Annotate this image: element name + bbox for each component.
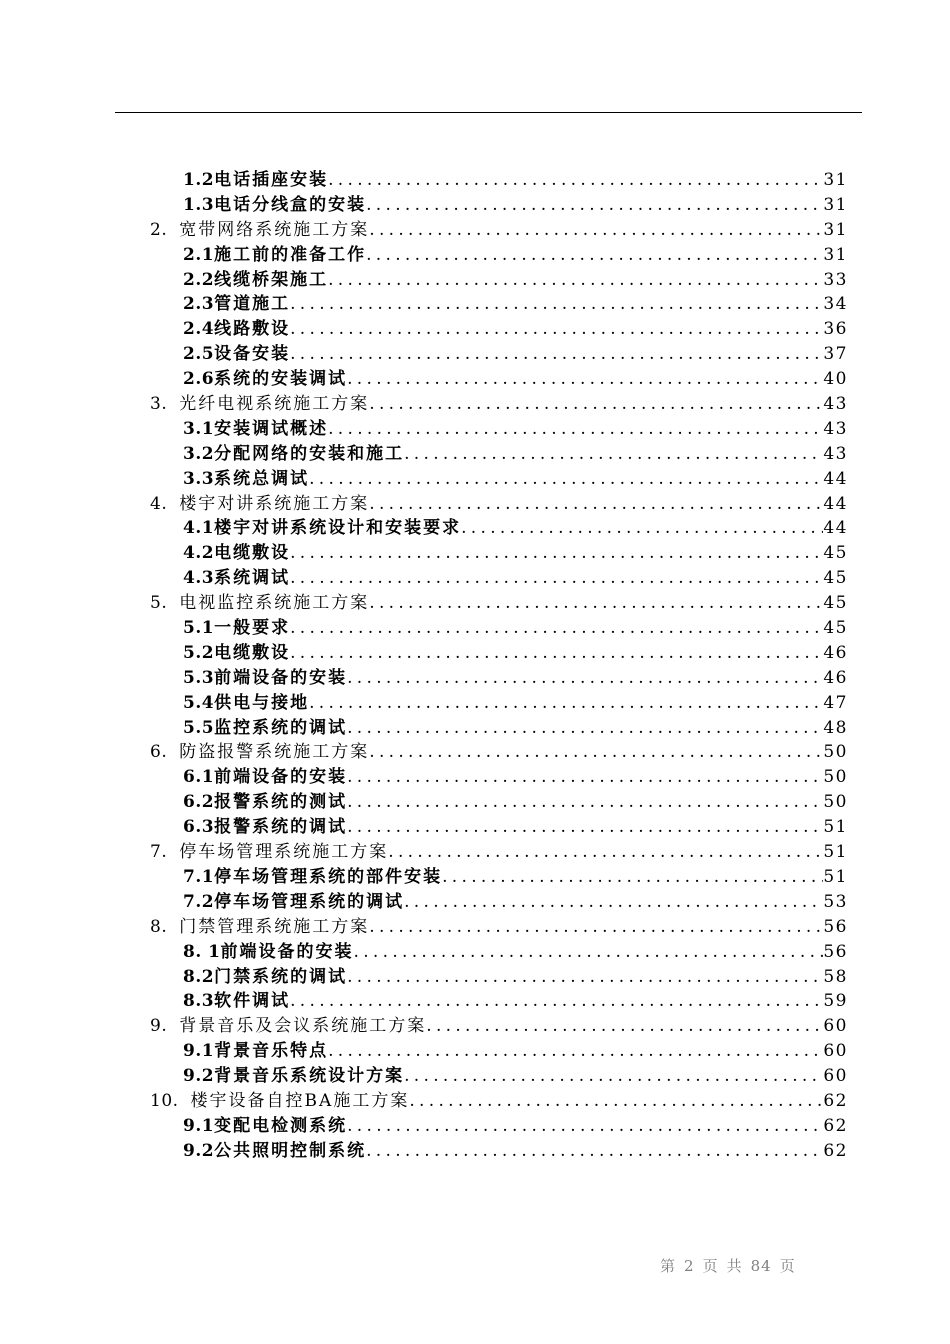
toc-entry-number: 9.2 [183,1140,215,1161]
toc-entry-page-number: 60 [823,1016,848,1037]
toc-entry-title: 系统的安装调试 [214,369,348,390]
toc-entry-title: 光纤电视系统施工方案 [179,394,370,415]
toc-entry-number: 6.3 [183,817,215,838]
toc-dot-leader [328,168,823,193]
toc-entry-number: 2. [150,219,168,240]
toc-section-entry[interactable] [148,815,848,840]
toc-section-entry[interactable] [148,641,848,666]
toc-dot-leader [369,740,823,765]
toc-entry-title: 楼宇对讲系统设计和安装要求 [214,518,462,539]
toc-entry-page-number: 51 [823,817,848,838]
toc-entry-title: 报警系统的调试 [214,817,348,838]
toc-entry-title: 电缆敷设 [214,642,291,663]
toc-entry-number: 9.1 [183,1115,215,1136]
toc-section-entry[interactable] [148,268,848,293]
toc-section-entry[interactable] [148,865,848,890]
toc-chapter-entry[interactable] [148,840,848,865]
toc-dot-leader [290,641,823,666]
toc-entry-title: 系统总调试 [214,468,310,489]
toc-section-entry[interactable] [148,890,848,915]
toc-dot-leader [404,1064,823,1089]
toc-dot-leader [388,840,823,865]
toc-entry-page-number: 31 [823,244,848,265]
toc-entry-number: 2.1 [183,244,215,265]
toc-entry-page-number: 43 [823,418,848,439]
toc-entry-title: 一般要求 [214,618,291,639]
toc-dot-leader [347,367,823,392]
toc-entry-title: 门禁管理系统施工方案 [179,916,370,937]
toc-entry-title: 宽带网络系统施工方案 [179,219,370,240]
toc-chapter-entry[interactable] [148,392,848,417]
toc-section-entry[interactable] [148,989,848,1014]
toc-dot-leader [290,989,823,1014]
toc-entry-page-number: 45 [823,543,848,564]
toc-section-entry[interactable] [148,541,848,566]
toc-section-entry[interactable] [148,965,848,990]
toc-dot-leader [369,591,823,616]
toc-dot-leader [347,765,823,790]
toc-entry-page-number: 43 [823,394,848,415]
toc-section-entry[interactable] [148,367,848,392]
toc-entry-page-number: 37 [823,344,848,365]
toc-dot-leader [328,268,823,293]
toc-dot-leader [290,342,823,367]
toc-chapter-entry[interactable] [148,740,848,765]
toc-entry-page-number: 59 [823,991,848,1012]
toc-entry-number: 8.2 [183,966,215,987]
toc-entry-number: 9. [150,1016,168,1037]
toc-section-entry[interactable] [148,716,848,741]
toc-section-entry[interactable] [148,666,848,691]
toc-entry-page-number: 47 [823,692,848,713]
toc-dot-leader [290,616,823,641]
toc-entry-page-number: 48 [823,717,848,738]
toc-entry-title: 电视监控系统施工方案 [179,593,370,614]
toc-entry-number: 4.3 [183,568,215,589]
toc-dot-leader [366,243,823,268]
toc-entry-title: 施工前的准备工作 [214,244,367,265]
toc-section-entry[interactable] [148,467,848,492]
toc-entry-page-number: 43 [823,443,848,464]
toc-entry-number: 2.2 [183,269,215,290]
footer-current-page: 2 [684,1257,695,1275]
toc-chapter-entry[interactable] [148,1014,848,1039]
toc-entry-number: 7.1 [183,866,215,887]
toc-entry-page-number: 46 [823,667,848,688]
toc-section-entry[interactable] [148,790,848,815]
toc-entry-number: 5.5 [183,717,215,738]
toc-entry-title: 线缆桥架施工 [214,269,329,290]
toc-entry-title: 系统调试 [214,568,291,589]
toc-entry-number: 1.2 [183,170,215,190]
footer-ye: 页 [702,1257,719,1275]
toc-entry-number: 4. [150,493,168,514]
toc-entry-page-number: 60 [823,1066,848,1087]
toc-entry-number: 4.2 [183,543,215,564]
toc-entry-page-number: 33 [823,269,848,290]
toc-entry-number: 7. [150,842,168,863]
toc-entry-page-number: 45 [823,593,848,614]
footer-ye-2: 页 [779,1257,796,1275]
toc-entry-page-number: 62 [823,1090,848,1111]
toc-entry-number: 2.4 [183,319,215,340]
toc-entry-page-number: 56 [823,941,848,962]
toc-entry-title: 报警系统的测试 [214,792,348,813]
toc-entry-title: 供电与接地 [214,692,310,713]
toc-dot-leader [290,541,823,566]
toc-entry-number: 5.2 [183,642,215,663]
toc-entry-title: 停车场管理系统的调试 [214,891,405,912]
toc-dot-leader [347,790,823,815]
toc-section-entry[interactable] [148,1064,848,1089]
toc-dot-leader [404,890,823,915]
toc-entry-number: 5.3 [183,667,215,688]
toc-entry-title: 背景音乐系统设计方案 [214,1066,405,1087]
toc-section-entry[interactable] [148,616,848,641]
toc-entry-page-number: 45 [823,568,848,589]
toc-entry-page-number: 62 [823,1140,848,1161]
toc-section-entry[interactable] [148,243,848,268]
toc-section-entry[interactable] [148,193,848,218]
toc-entry-title: 停车场管理系统的部件安装 [214,866,443,887]
toc-entry-title: 管道施工 [214,294,291,315]
toc-dot-leader [347,965,823,990]
toc-entry-number: 5.4 [183,692,215,713]
toc-entry-title: 电话插座安装 [214,170,329,190]
toc-entry-page-number: 50 [823,767,848,788]
toc-section-entry[interactable] [148,168,848,193]
toc-entry-title: 门禁系统的调试 [214,966,348,987]
toc-entry-number: 2.5 [183,344,215,365]
toc-dot-leader [461,516,823,541]
toc-entry-page-number: 40 [823,369,848,390]
toc-entry-number: 4.1 [183,518,215,539]
toc-dot-leader [309,467,823,492]
toc-entry-number: 3.2 [183,443,215,464]
toc-entry-title: 设备安装 [214,344,291,365]
toc-dot-leader [290,317,823,342]
toc-entry-page-number: 34 [823,294,848,315]
toc-section-entry[interactable] [148,940,848,965]
toc-entry-title: 前端设备的安装 [220,941,354,962]
toc-entry-number: 9.2 [183,1066,215,1087]
toc-dot-leader [354,940,824,965]
toc-dot-leader [366,1139,823,1164]
toc-entry-number: 1.3 [183,194,215,215]
toc-section-entry[interactable] [148,292,848,317]
toc-entry-number: 2.6 [183,369,215,390]
toc-entry-title: 防盗报警系统施工方案 [179,742,370,763]
toc-dot-leader [369,392,823,417]
toc-entry-page-number: 51 [823,866,848,887]
toc-entry-title: 停车场管理系统施工方案 [179,842,389,863]
toc-entry-number: 10. [150,1090,179,1111]
toc-section-entry[interactable] [148,765,848,790]
toc-chapter-entry[interactable] [148,915,848,940]
toc-entry-number: 8. [150,916,168,937]
toc-entry-number: 3. [150,394,168,415]
toc-chapter-entry[interactable] [148,218,848,243]
toc-section-entry[interactable] [148,1114,848,1139]
toc-dot-leader [442,865,823,890]
toc-entry-number: 6. [150,742,168,763]
toc-dot-leader [290,566,823,591]
toc-entry-title: 背景音乐及会议系统施工方案 [179,1016,427,1037]
toc-entry-number: 6.2 [183,792,215,813]
toc-entry-page-number: 44 [823,518,848,539]
toc-section-entry[interactable] [148,1039,848,1064]
toc-entry-number: 5. [150,593,168,614]
toc-entry-page-number: 31 [823,170,848,190]
toc-dot-leader [366,193,823,218]
page-footer [660,1255,804,1276]
toc-section-entry[interactable] [148,442,848,467]
toc-dot-leader [328,1039,823,1064]
toc-entry-page-number: 45 [823,618,848,639]
toc-dot-leader [347,716,823,741]
toc-entry-page-number: 31 [823,194,848,215]
toc-entry-page-number: 53 [823,891,848,912]
toc-dot-leader [309,691,823,716]
toc-section-entry[interactable] [148,566,848,591]
toc-entry-title: 楼宇设备自控BA施工方案 [190,1090,410,1111]
toc-entry-page-number: 56 [823,916,848,937]
toc-dot-leader [347,1114,823,1139]
toc-chapter-entry[interactable] [148,591,848,616]
toc-dot-leader [347,815,823,840]
toc-entry-number: 3.3 [183,468,215,489]
footer-di: 第 [660,1257,677,1275]
footer-gong: 共 [726,1257,743,1275]
toc-entry-number: 6.1 [183,767,215,788]
toc-entry-title: 分配网络的安装和施工 [214,443,405,464]
toc-section-entry[interactable] [148,417,848,442]
table-of-contents [148,168,848,1164]
toc-entry-number: 2.3 [183,294,215,315]
toc-section-entry[interactable] [148,516,848,541]
toc-entry-page-number: 44 [823,493,848,514]
toc-dot-leader [328,417,823,442]
toc-dot-leader [369,492,823,517]
toc-entry-page-number: 46 [823,642,848,663]
toc-entry-title: 软件调试 [214,991,291,1012]
toc-entry-title: 线路敷设 [214,319,291,340]
toc-chapter-entry[interactable] [148,492,848,517]
toc-entry-page-number: 50 [823,792,848,813]
toc-entry-title: 前端设备的安装 [214,767,348,788]
toc-entry-number: 3.1 [183,418,215,439]
toc-section-entry[interactable] [148,317,848,342]
toc-entry-number: 5.1 [183,618,215,639]
toc-entry-title: 监控系统的调试 [214,717,348,738]
toc-entry-title: 背景音乐特点 [214,1041,329,1062]
toc-entry-title: 安装调试概述 [214,418,329,439]
toc-entry-page-number: 36 [823,319,848,340]
toc-section-entry[interactable] [148,342,848,367]
toc-entry-title: 公共照明控制系统 [214,1140,367,1161]
toc-entry-title: 电话分线盒的安装 [214,194,367,215]
toc-entry-number: 7.2 [183,891,215,912]
toc-dot-leader [404,442,823,467]
toc-entry-page-number: 58 [823,966,848,987]
toc-entry-number: 8. 1 [183,941,221,962]
toc-dot-leader [290,292,823,317]
toc-dot-leader [347,666,823,691]
toc-entry-title: 电缆敷设 [214,543,291,564]
header-rule [115,112,862,113]
toc-dot-leader [369,915,823,940]
toc-entry-number: 8.3 [183,991,215,1012]
toc-entry-page-number: 60 [823,1041,848,1062]
toc-entry-page-number: 51 [823,842,848,863]
toc-entry-page-number: 50 [823,742,848,763]
toc-dot-leader [369,218,823,243]
toc-entry-title: 变配电检测系统 [214,1115,348,1136]
toc-entry-page-number: 44 [823,468,848,489]
toc-dot-leader [426,1014,823,1039]
toc-entry-page-number: 31 [823,219,848,240]
toc-entry-number: 9.1 [183,1041,215,1062]
toc-dot-leader [409,1089,823,1114]
footer-total-pages: 84 [750,1257,772,1275]
toc-entry-page-number: 62 [823,1115,848,1136]
toc-entry-title: 前端设备的安装 [214,667,348,688]
toc-chapter-entry[interactable] [148,1089,848,1114]
toc-section-entry[interactable] [148,1139,848,1164]
toc-section-entry[interactable] [148,691,848,716]
toc-entry-title: 楼宇对讲系统施工方案 [179,493,370,514]
